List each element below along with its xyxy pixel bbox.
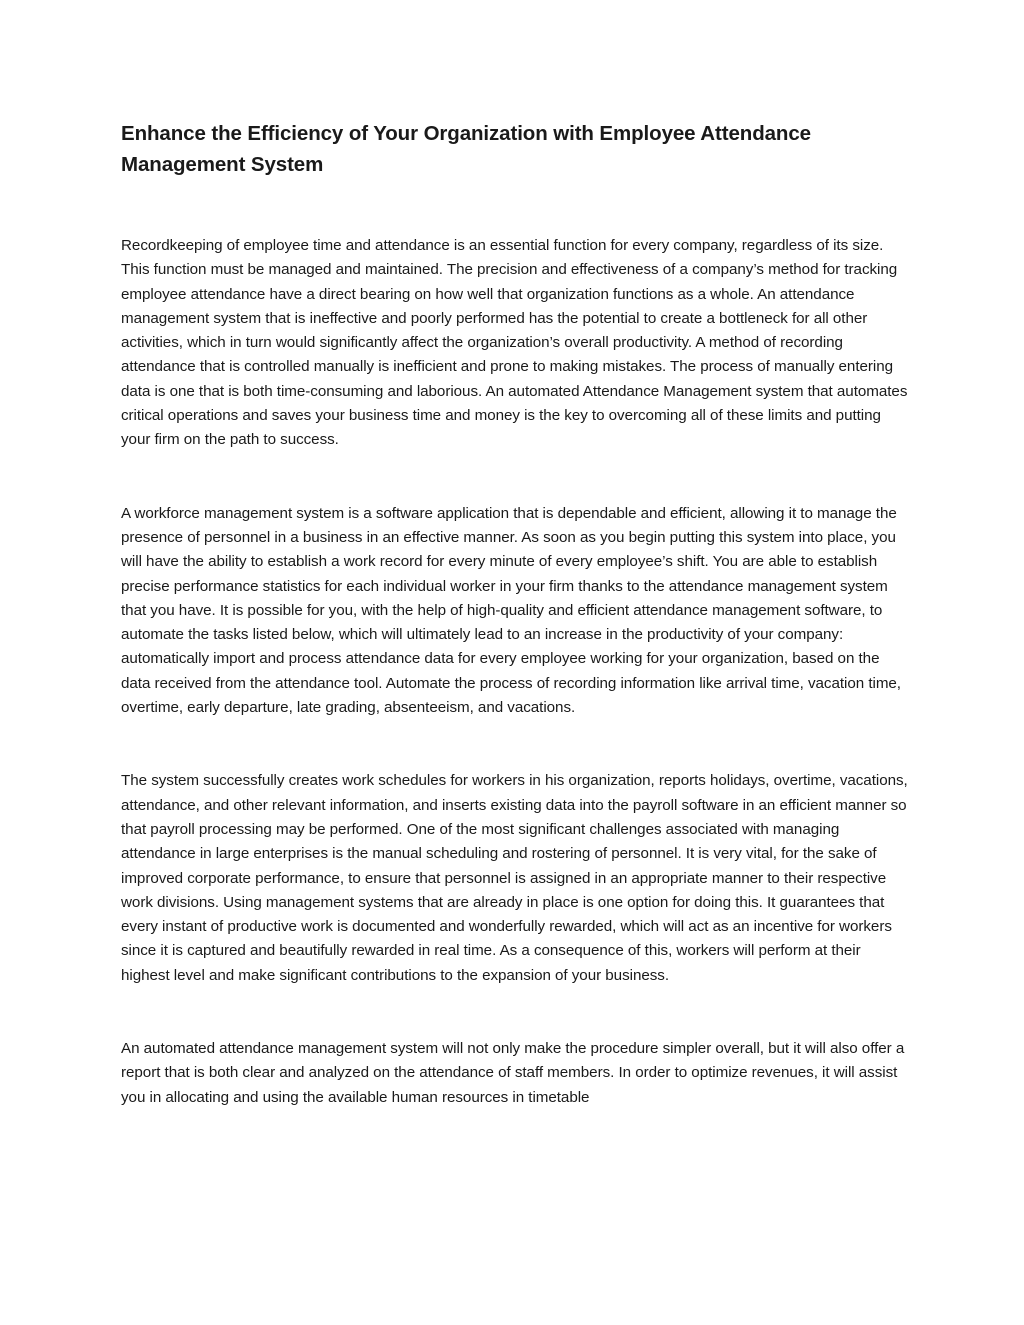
paragraph-1: Recordkeeping of employee time and attendance is an essential function for every company, regardless of its size. This function must be managed and maintained. The precision and effectiveness of a company’s method for tracking employee attendance have a direct bearing on how well that organization functions as a whole. An attendance management system that is ineffective and poorly performed has the potential to create a bottleneck for all other activities, which in turn would significantly affect the organization’s overall productivity. A method of recording attendance that is controlled manually is inefficient and prone to making mistakes. The process of manually entering data is one that is both time-consuming and laborious. An automated Attendance Management system that automates critical operations and saves your business time and money is the key to overcoming all of these limits and putting your firm on the path to success. [121, 237, 908, 449]
document-title: Enhance the Efficiency of Your Organization with Employee Attendance Management System [121, 122, 811, 176]
paragraph-2: A workforce management system is a software application that is dependable and efficient, allowing it to manage the presence of personnel in a business in an effective manner. As soon as you begin putting this system into place, you will have the ability to establish a work record for every minute of every employee’s shift. You are able to establish precise performance statistics for each individual worker in your firm thanks to the attendance management system that you have. It is possible for you, with the help of high-quality and efficient attendance management software, to automate the tasks listed below, which will ultimately lead to an increase in the productivity of your company: automatically import and process attendance data for every employee working for your organization, based on the data received from the attendance tool. Automate the process of recording information like arrival time, vacation time, overtime, early departure, late grading, absenteeism, and vacations. [121, 504, 901, 717]
paragraph-3: The system successfully creates work schedules for workers in his organization, reports holidays, overtime, vacations, attendance, and other relevant information, and inserts existing data into the payroll software in an efficient manner so that payroll processing may be performed. One of the most significant challenges associated with managing attendance in large enterprises is the manual scheduling and rostering of personnel. It is very vital, for the sake of improved corporate performance, to ensure that personnel is assigned in an appropriate manner to their respective work divisions. Using management systems that are already in place is one option for doing this. It guarantees that every instant of productive work is documented and wonderfully rewarded, which will act as an incentive for workers since it is captured and beautifully rewarded in real time. As a consequence of this, workers will perform at their highest level and make significant contributions to the expansion of your business. [121, 772, 908, 984]
paragraph-4: An automated attendance management system will not only make the procedure simpler overall, but it will also offer a report that is both clear and analyzed on the attendance of staff members. In order to optimize revenues, it will assist you in allocating and using the available human resources in timetable [121, 1040, 905, 1106]
document-body [121, 118, 911, 1110]
